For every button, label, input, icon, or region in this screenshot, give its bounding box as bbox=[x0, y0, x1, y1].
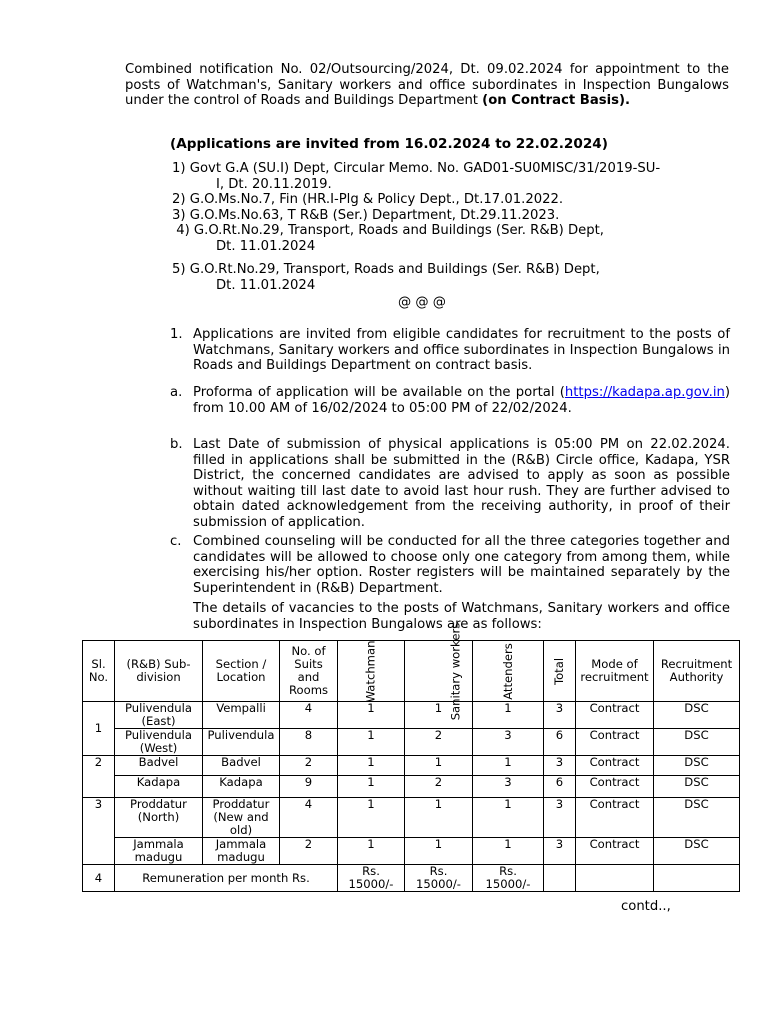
cell-watchman: 1 bbox=[338, 776, 405, 798]
cell-section: Pulivendula bbox=[203, 729, 280, 756]
reference-5: 5) G.O.Rt.No.29, Transport, Roads and Buildings (Ser. R&B) Dept, bbox=[172, 262, 600, 277]
header-sl-no: Sl. No. bbox=[83, 641, 115, 702]
cell-watchman: 1 bbox=[338, 838, 405, 865]
cell-authority: DSC bbox=[654, 776, 740, 798]
cell-suits: 2 bbox=[280, 756, 338, 776]
remuneration-sanitary: Rs. 15000/- bbox=[405, 865, 473, 892]
cell-attenders: 3 bbox=[473, 776, 544, 798]
intro-text: Combined notification No. 02/Outsourcing/2024, Dt. 09.02.2024 for appointment to the posts of Watchman's, Sanitary workers and office subordinates in Inspection Bungalows under the control of Roads and Buildings Department bbox=[125, 62, 729, 108]
cell-suits: 4 bbox=[280, 798, 338, 838]
cell-empty bbox=[576, 865, 654, 892]
reference-4: 4) G.O.Rt.No.29, Transport, Roads and Buildings (Ser. R&B) Dept, bbox=[172, 223, 604, 238]
list-item-b bbox=[170, 437, 730, 530]
cell-authority: DSC bbox=[654, 756, 740, 776]
cell-total: 6 bbox=[544, 729, 576, 756]
table-row bbox=[83, 756, 740, 776]
cell-attenders: 1 bbox=[473, 756, 544, 776]
table-row bbox=[83, 729, 740, 756]
table-row bbox=[83, 702, 740, 729]
header-attenders-label: Attenders bbox=[500, 642, 515, 700]
cell-mode: Contract bbox=[576, 776, 654, 798]
portal-link[interactable]: https://kadapa.ap.gov.in bbox=[564, 385, 725, 400]
references-list bbox=[172, 161, 712, 293]
header-mode: Mode of recruitment bbox=[576, 641, 654, 702]
cell-subdivision: Pulivendula (East) bbox=[115, 702, 203, 729]
list-item-a bbox=[170, 385, 730, 416]
header-total bbox=[544, 641, 576, 702]
list-marker: 1. bbox=[170, 327, 183, 342]
cell-sl: 1 bbox=[83, 702, 115, 756]
cell-watchman: 1 bbox=[338, 729, 405, 756]
intro-bold-suffix: (on Contract Basis). bbox=[482, 93, 630, 108]
table-row bbox=[83, 798, 740, 838]
item-a-text-2: ) from 10.00 AM of 16/02/2024 to 05:00 PM of 22/02/2024. bbox=[193, 385, 730, 416]
cell-section: Vempalli bbox=[203, 702, 280, 729]
cell-suits: 4 bbox=[280, 702, 338, 729]
remuneration-attenders: Rs. 15000/- bbox=[473, 865, 544, 892]
cell-watchman: 1 bbox=[338, 798, 405, 838]
cell-authority: DSC bbox=[654, 729, 740, 756]
header-watchman bbox=[338, 641, 405, 702]
list-item-text: Applications are invited from eligible candidates for recruitment to the posts of Watchmans, Sanitary workers and office subordinates in Inspection Bungalows in Roads and Buildings Department on contract basis. bbox=[193, 327, 730, 373]
remuneration-row bbox=[83, 865, 740, 892]
reference-1-cont: I, Dt. 20.11.2019. bbox=[216, 176, 332, 192]
list-marker: a. bbox=[170, 385, 183, 400]
cell-mode: Contract bbox=[576, 729, 654, 756]
reference-2: 2) G.O.Ms.No.7, Fin (HR.I-Plg & Policy Dept., Dt.17.01.2022. bbox=[172, 192, 564, 207]
header-subdivision: (R&B) Sub-division bbox=[115, 641, 203, 702]
cell-mode: Contract bbox=[576, 798, 654, 838]
cell-sanitary: 2 bbox=[405, 729, 473, 756]
reference-1: 1) Govt G.A (SU.I) Dept, Circular Memo. No. GAD01-SU0MISC/31/2019-SU- bbox=[172, 161, 661, 176]
cell-authority: DSC bbox=[654, 798, 740, 838]
vacancy-table bbox=[82, 622, 740, 892]
list-item-text: Last Date of submission of physical applications is 05:00 PM on 22.02.2024. filled in applications shall be submitted in the (R&B) Circle office, Kadapa, YSR District, the concerned candidates are advised to apply as soon as possible without waiting till last date to avoid last hour rush. They are further advised to obtain dated acknowledgement from the receiving authority, in proof of their submission of application. bbox=[193, 437, 730, 530]
cell-suits: 9 bbox=[280, 776, 338, 798]
header-authority: Recruitment Authority bbox=[654, 641, 740, 702]
cell-attenders: 1 bbox=[473, 702, 544, 729]
cell-section: Badvel bbox=[203, 756, 280, 776]
cell-attenders: 1 bbox=[473, 798, 544, 838]
cell-sl: 3 bbox=[83, 798, 115, 865]
cell-mode: Contract bbox=[576, 838, 654, 865]
header-suits: No. of Suits and Rooms bbox=[280, 641, 338, 702]
cell-sanitary: 1 bbox=[405, 756, 473, 776]
cell-empty bbox=[654, 865, 740, 892]
vacancy-details-text: The details of vacancies to the posts of Watchmans, Sanitary workers and office subordinates in Inspection Bungalows are as follows: bbox=[193, 601, 730, 632]
cell-sanitary: 1 bbox=[405, 702, 473, 729]
cell-subdivision: Proddatur (North) bbox=[115, 798, 203, 838]
list-marker: b. bbox=[170, 437, 183, 452]
table-row bbox=[83, 776, 740, 798]
cell-sl: 4 bbox=[83, 865, 115, 892]
header-sanitary bbox=[405, 622, 473, 720]
cell-section: Kadapa bbox=[203, 776, 280, 798]
reference-5-cont: Dt. 11.01.2024 bbox=[216, 277, 316, 293]
cell-attenders: 3 bbox=[473, 729, 544, 756]
header-sanitary-label: Sanitary workers bbox=[448, 622, 463, 720]
cell-watchman: 1 bbox=[338, 756, 405, 776]
cell-section: Proddatur (New and old) bbox=[203, 798, 280, 838]
reference-3: 3) G.O.Ms.No.63, T R&B (Ser.) Department, Dt.29.11.2023. bbox=[172, 207, 560, 223]
cell-total: 6 bbox=[544, 776, 576, 798]
list-item-1 bbox=[170, 327, 730, 374]
header-total-label: Total bbox=[552, 657, 567, 685]
cell-subdivision: Kadapa bbox=[115, 776, 203, 798]
table-header-row bbox=[83, 641, 740, 702]
cell-total: 3 bbox=[544, 838, 576, 865]
cell-authority: DSC bbox=[654, 702, 740, 729]
cell-mode: Contract bbox=[576, 756, 654, 776]
item-a-text-1: Proforma of application will be available on the portal ( bbox=[193, 385, 565, 400]
header-watchman-label: Watchman bbox=[363, 640, 378, 702]
cell-total: 3 bbox=[544, 798, 576, 838]
cell-sanitary: 1 bbox=[405, 838, 473, 865]
cell-sanitary: 2 bbox=[405, 776, 473, 798]
cell-empty bbox=[544, 865, 576, 892]
list-item-c bbox=[170, 534, 730, 596]
cell-subdivision: Jammala madugu bbox=[115, 838, 203, 865]
cell-sanitary: 1 bbox=[405, 798, 473, 838]
list-item-text bbox=[193, 385, 730, 416]
header-attenders bbox=[473, 641, 544, 702]
continued-note: contd.., bbox=[621, 899, 671, 914]
cell-watchman: 1 bbox=[338, 702, 405, 729]
reference-4-cont: Dt. 11.01.2024 bbox=[216, 238, 316, 254]
list-item-text: Combined counseling will be conducted for all the three categories together and candidates will be allowed to choose only one category from among them, while exercising his/her option. Roster registers will be maintained separately by the Superintendent in (R&B) Department. bbox=[193, 534, 730, 596]
cell-subdivision: Pulivendula (West) bbox=[115, 729, 203, 756]
cell-suits: 8 bbox=[280, 729, 338, 756]
cell-authority: DSC bbox=[654, 838, 740, 865]
cell-attenders: 1 bbox=[473, 838, 544, 865]
cell-subdivision: Badvel bbox=[115, 756, 203, 776]
application-dates: (Applications are invited from 16.02.2024 to 22.02.2024) bbox=[170, 136, 608, 152]
cell-total: 3 bbox=[544, 702, 576, 729]
cell-suits: 2 bbox=[280, 838, 338, 865]
remuneration-label: Remuneration per month Rs. bbox=[115, 865, 338, 892]
separator: @ @ @ bbox=[398, 295, 446, 310]
cell-section: Jammala madugu bbox=[203, 838, 280, 865]
list-marker: c. bbox=[170, 534, 182, 549]
notification-intro bbox=[125, 62, 729, 109]
remuneration-watchman: Rs. 15000/- bbox=[338, 865, 405, 892]
cell-total: 3 bbox=[544, 756, 576, 776]
header-section: Section / Location bbox=[203, 641, 280, 702]
table-row bbox=[83, 838, 740, 865]
cell-sl: 2 bbox=[83, 756, 115, 798]
cell-mode: Contract bbox=[576, 702, 654, 729]
